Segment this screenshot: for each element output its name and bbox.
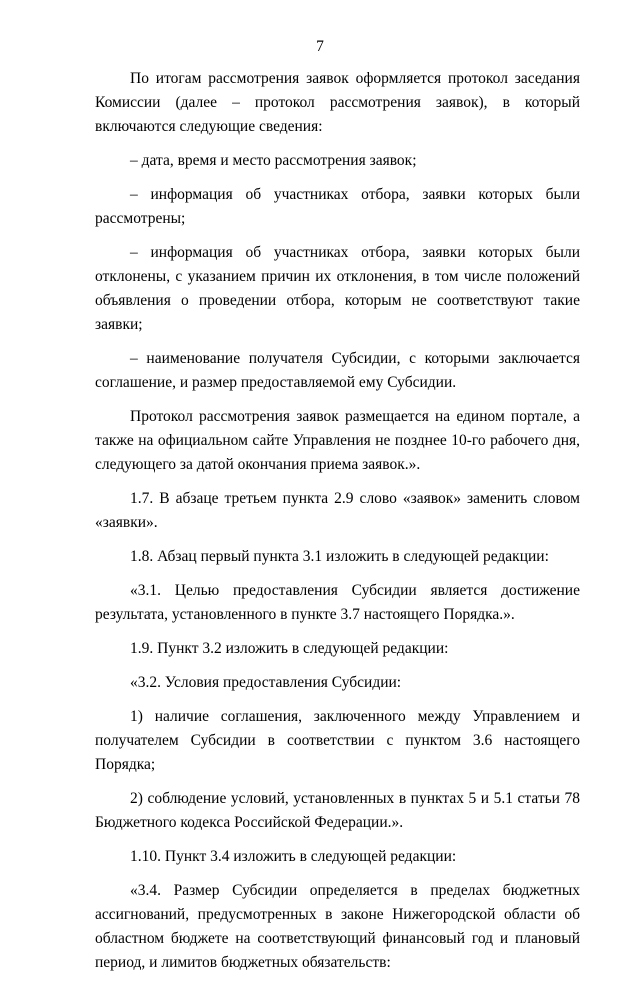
document-body [95, 67, 580, 985]
paragraph-condition-1: 1) наличие соглашения, заключенного между Управлением и получателем Субсидии в соответствии с пунктом 3.6 настоящего Порядка; [95, 708, 580, 773]
paragraph-amendment-1-9: 1.9. Пункт 3.2 изложить в следующей редакции: [130, 640, 449, 657]
paragraph-list-item-rejected: – информация об участниках отбора, заявки которых были отклонены, с указанием причин их отклонения, в том числе положений объявления о проведении отбора, которым не соответствуют такие заявки; [95, 244, 580, 333]
paragraph-list-item-reviewed: – информация об участниках отбора, заявки которых были рассмотрены; [95, 186, 580, 227]
paragraph-protocol-publication: Протокол рассмотрения заявок размещается на едином портале, а также на официальном сайте Управления не позднее 10-го рабочего дня, следующего за датой окончания приема заявок.». [95, 408, 580, 473]
paragraph-amendment-1-8: 1.8. Абзац первый пункта 3.1 изложить в следующей редакции: [130, 548, 549, 565]
paragraph-list-item-recipient: – наименование получателя Субсидии, с которыми заключается соглашение, и размер предоставляемой ему Субсидии. [95, 350, 580, 391]
paragraph-amendment-1-7: 1.7. В абзаце третьем пункта 2.9 слово «заявок» заменить словом «заявки». [95, 490, 580, 531]
page-number: 7 [316, 38, 324, 55]
paragraph-list-item-date: – дата, время и место рассмотрения заявок; [130, 152, 417, 169]
paragraph-condition-2: 2) соблюдение условий, установленных в пунктах 5 и 5.1 статьи 78 Бюджетного кодекса Российской Федерации.». [95, 790, 580, 831]
paragraph-clause-3-1: «3.1. Целью предоставления Субсидии является достижение результата, установленного в пункте 3.7 настоящего Порядка.». [95, 582, 580, 623]
paragraph-amendment-1-10: 1.10. Пункт 3.4 изложить в следующей редакции: [130, 848, 457, 865]
paragraph-clause-3-4: «3.4. Размер Субсидии определяется в пределах бюджетных ассигнований, предусмотренных в законе Нижегородской области об областном бюджете на соответствующий финансовый год и плановый период, и лимитов бюджетных обязательств: [95, 882, 580, 971]
paragraph-protocol-intro: По итогам рассмотрения заявок оформляется протокол заседания Комиссии (далее – протокол рассмотрения заявок), в который включаются следующие сведения: [95, 70, 580, 135]
paragraph-clause-3-2: «3.2. Условия предоставления Субсидии: [130, 674, 402, 691]
